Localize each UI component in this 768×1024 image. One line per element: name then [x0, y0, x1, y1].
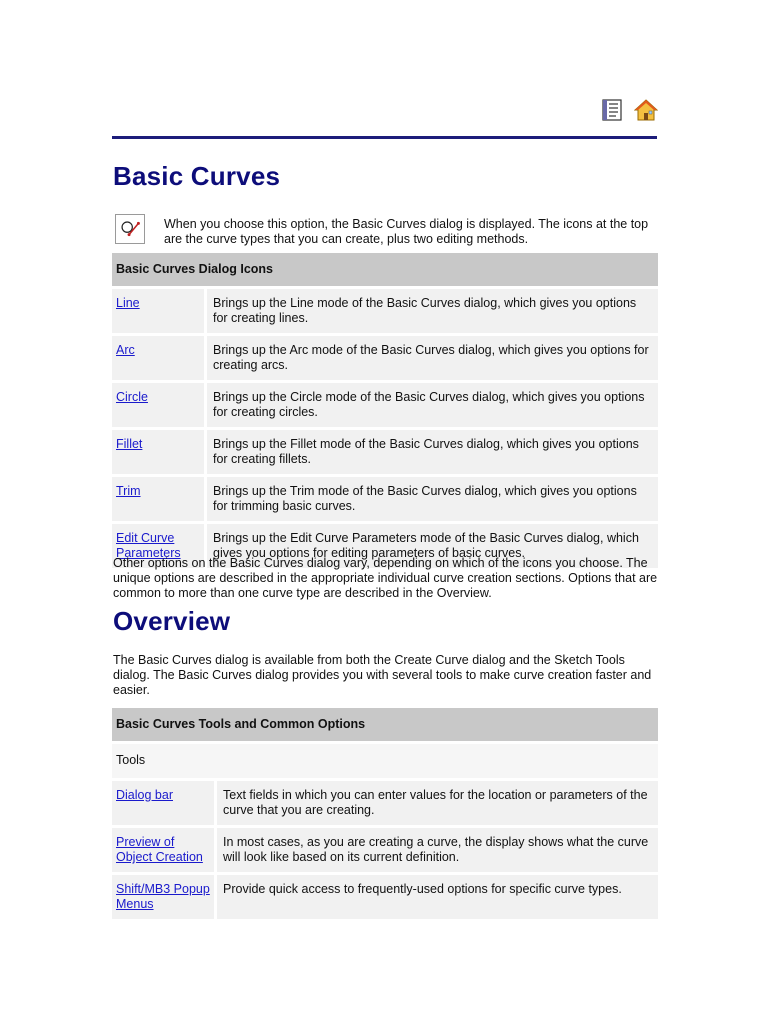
table-row: [112, 477, 658, 521]
row-description: Brings up the Edit Curve Parameters mode of the Basic Curves dialog, which gives you options for editing parameters of basic curves.: [204, 524, 658, 568]
table-subheader: Tools: [112, 744, 658, 778]
edit-curve-parameters-link[interactable]: Edit Curve Parameters: [116, 531, 181, 560]
dialog-bar-link[interactable]: Dialog bar: [116, 788, 173, 802]
table-row: [112, 383, 658, 427]
table-of-contents-icon[interactable]: [600, 98, 624, 122]
page-title: Basic Curves: [113, 161, 281, 191]
section-title: Overview: [113, 606, 231, 636]
row-description: Brings up the Line mode of the Basic Curves dialog, which gives you options for creating lines.: [204, 289, 658, 333]
table-row: [112, 289, 658, 333]
intro-text: When you choose this option, the Basic Curves dialog is displayed. The icons at the top are the curve types that you can create, plus two editing methods.: [164, 217, 649, 246]
table-header-row: [112, 253, 658, 286]
table-row: [112, 781, 658, 825]
preview-of-object-creation-link[interactable]: Preview of Object Creation: [116, 835, 203, 864]
shift-mb3-popup-menus-link[interactable]: Shift/MB3 Popup Menus: [116, 882, 210, 911]
row-description: Brings up the Arc mode of the Basic Curves dialog, which gives you options for creating arcs.: [204, 336, 658, 380]
fillet-link[interactable]: Fillet: [116, 437, 143, 451]
table-row: [112, 875, 658, 919]
overview-paragraph: The Basic Curves dialog is available from both the Create Curve dialog and the Sketch Tools dialog. The Basic Curves dialog provides you with several tools to make curve creation faster and easier.: [113, 653, 652, 697]
dialog-icons-table: [112, 250, 658, 571]
row-description: Brings up the Fillet mode of the Basic Curves dialog, which gives you options for creating fillets.: [204, 430, 658, 474]
row-description: Brings up the Trim mode of the Basic Curves dialog, which gives you options for trimming basic curves.: [204, 477, 658, 521]
table-row: [112, 336, 658, 380]
table-subheader-row: [112, 744, 658, 778]
arc-link[interactable]: Arc: [116, 343, 135, 357]
table-row: [112, 430, 658, 474]
line-link[interactable]: Line: [116, 296, 140, 310]
row-description: Provide quick access to frequently-used options for specific curve types.: [214, 875, 658, 919]
trim-link[interactable]: Trim: [116, 484, 141, 498]
table-row: [112, 828, 658, 872]
row-description: In most cases, as you are creating a curve, the display shows what the curve will look like based on its current definition.: [214, 828, 658, 872]
circle-link[interactable]: Circle: [116, 390, 148, 404]
basic-curves-icon: [115, 214, 145, 244]
header-rule: [112, 136, 657, 139]
tools-options-table: [112, 705, 658, 922]
options-paragraph: Other options on the Basic Curves dialog vary, depending on which of the icons you choose. The unique options are described in the appropriate individual curve creation sections. Options that are common to more than one curve type are described in the Overview.: [113, 556, 658, 600]
table-header: Basic Curves Dialog Icons: [112, 253, 658, 286]
table-header-row: [112, 708, 658, 741]
home-icon[interactable]: [634, 98, 658, 122]
table-header: Basic Curves Tools and Common Options: [112, 708, 658, 741]
row-description: Text fields in which you can enter values for the location or parameters of the curve that you are creating.: [214, 781, 658, 825]
row-description: Brings up the Circle mode of the Basic Curves dialog, which gives you options for creating circles.: [204, 383, 658, 427]
top-nav: [600, 98, 658, 122]
